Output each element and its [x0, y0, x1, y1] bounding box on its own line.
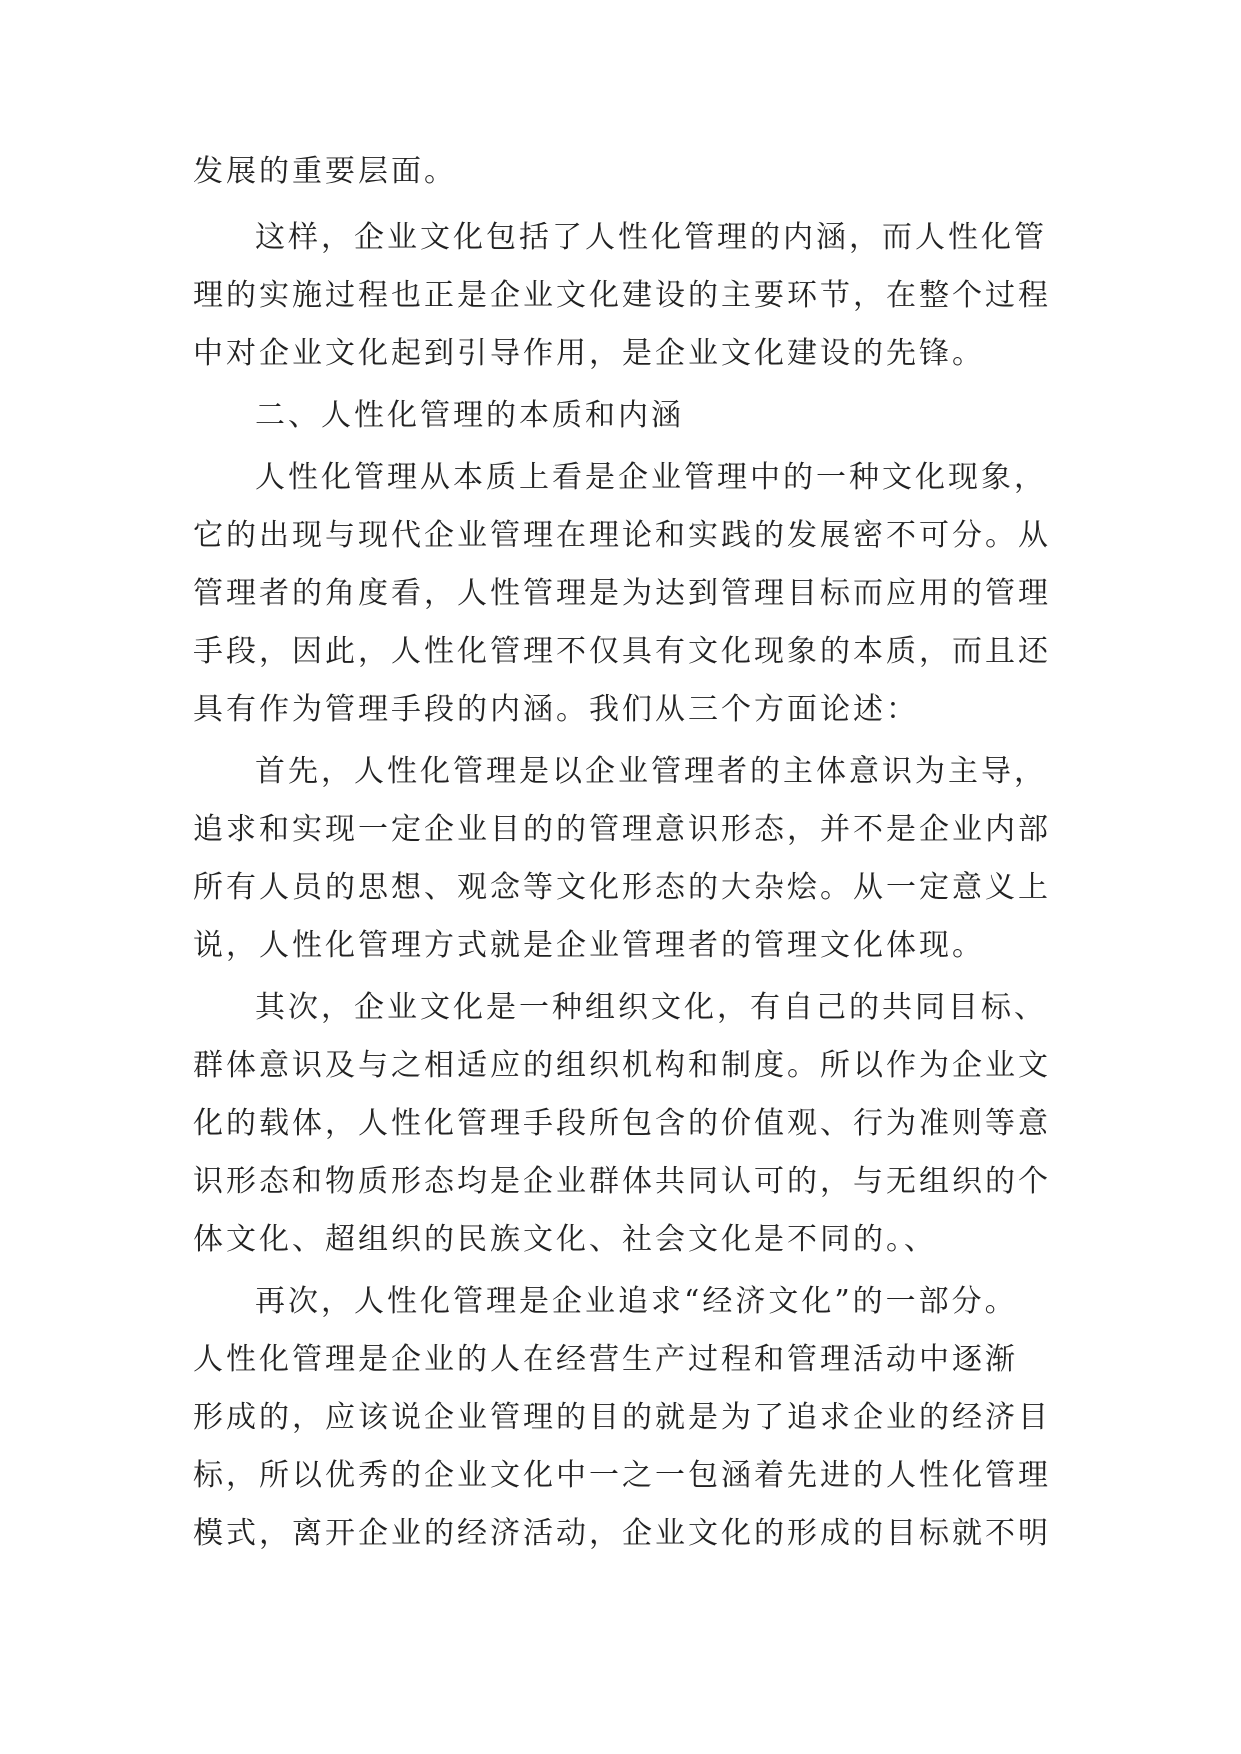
- text-line: 发展的重要层面。: [193, 154, 457, 189]
- text-line: 理的实施过程也正是企业文化建设的主要环节，在整个过程: [193, 278, 1051, 313]
- text-line: 它的出现与现代企业管理在理论和实践的发展密不可分。从: [193, 518, 1051, 553]
- text-line: 手段，因此，人性化管理不仅具有文化现象的本质，而且还: [193, 634, 1051, 669]
- text-line: 所有人员的思想、观念等文化形态的大杂烩。从一定意义上: [193, 870, 1051, 905]
- text-line: 管理者的角度看，人性管理是为达到管理目标而应用的管理: [193, 576, 1051, 611]
- text-line: 追求和实现一定企业目的的管理意识形态，并不是企业内部: [193, 812, 1051, 847]
- text-line: 模式，离开企业的经济活动，企业文化的形成的目标就不明: [193, 1516, 1051, 1551]
- text-line: 化的载体，人性化管理手段所包含的价值观、行为准则等意: [193, 1106, 1051, 1141]
- paragraph-first-line: 这样，企业文化包括了人性化管理的内涵，而人性化管: [255, 220, 1047, 255]
- text-line: 说，人性化管理方式就是企业管理者的管理文化体现。: [193, 928, 985, 963]
- section-heading: 二、人性化管理的本质和内涵: [255, 398, 684, 433]
- text-line: 识形态和物质形态均是企业群体共同认可的，与无组织的个: [193, 1164, 1051, 1199]
- text-line: 群体意识及与之相适应的组织机构和制度。所以作为企业文: [193, 1048, 1051, 1083]
- text-line: 体文化、超组织的民族文化、社会文化是不同的。、: [193, 1222, 937, 1257]
- paragraph-first-line: 再次，人性化管理是企业追求“经济文化”的一部分。: [255, 1284, 1018, 1319]
- text-line: 具有作为管理手段的内涵。我们从三个方面论述：: [193, 692, 919, 727]
- paragraph-first-line: 人性化管理从本质上看是企业管理中的一种文化现象，: [255, 460, 1047, 495]
- text-line: 形成的，应该说企业管理的目的就是为了追求企业的经济目: [193, 1400, 1051, 1435]
- text-line: 人性化管理是企业的人在经营生产过程和管理活动中逐渐: [193, 1342, 1018, 1377]
- text-line: 标，所以优秀的企业文化中一之一包涵着先进的人性化管理: [193, 1458, 1051, 1493]
- text-line: 中对企业文化起到引导作用，是企业文化建设的先锋。: [193, 336, 985, 371]
- paragraph-first-line: 首先，人性化管理是以企业管理者的主体意识为主导，: [255, 754, 1047, 789]
- paragraph-first-line: 其次，企业文化是一种组织文化，有自己的共同目标、: [255, 990, 1047, 1025]
